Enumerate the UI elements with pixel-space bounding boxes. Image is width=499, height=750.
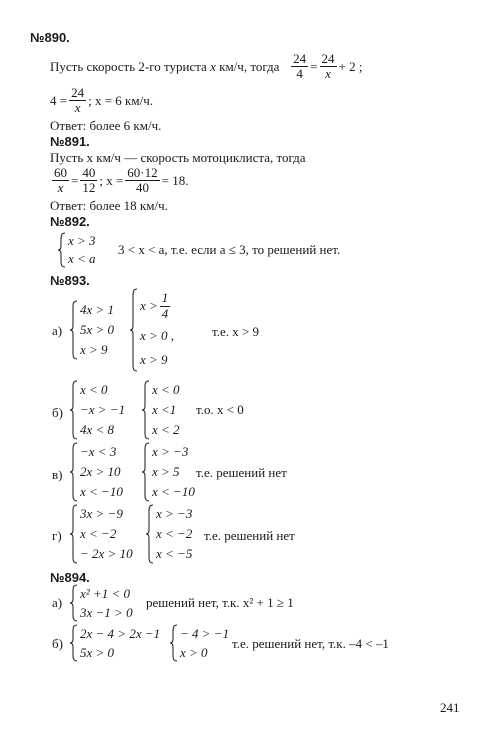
brace-icon <box>170 624 178 662</box>
p891-f2: $\frac{40}{12}$ <box>82 165 96 196</box>
p892-ineq-1: x > 3 <box>68 233 96 249</box>
p891-f3: $\frac{60\cdot 12}{40}$ <box>127 165 158 196</box>
p892-text: 3 < x < a, т.е. если a ≤ 3, то решений нет. <box>118 242 341 257</box>
p891-f1: $\frac{60}{x}$ <box>54 165 67 196</box>
p893-v-text: т.е. решений нет <box>196 465 287 480</box>
brace-icon <box>70 300 78 360</box>
p892-system <box>58 232 96 268</box>
p893-a-system1: 4x > 1 5x > 0 x > 9 <box>70 300 114 360</box>
problem-891-answer: Ответ: более 18 км/ч. <box>50 198 168 213</box>
problem-890-line1 <box>50 52 362 82</box>
p890-frac2: $\frac{24}{x}$ <box>321 51 335 82</box>
p890-frac1: $\frac{24}{4}$ <box>293 51 307 82</box>
p891-mid: ; x = <box>99 172 124 188</box>
problem-891-line2: $\frac{60}{x}$ = $\frac{40}{12}$ ; x = $\frac{60\cdot 12}{40}$ = 18. <box>54 165 189 196</box>
p893-v-system2: x > −3 x > 5 x < −10 <box>142 442 195 502</box>
problem-891-line1: Пусть x км/ч — скорость мотоциклиста, тогда <box>50 150 306 165</box>
p893-g-label: г) <box>52 528 62 543</box>
brace-icon <box>142 380 150 440</box>
p890-l2-frac: $\frac{24}{x}$ <box>71 85 85 116</box>
problem-894-title: №894. <box>50 570 90 585</box>
brace-icon <box>70 504 78 564</box>
p894-a-text: решений нет, т.к. x² + 1 ≥ 1 <box>146 595 294 610</box>
p890-eq: = <box>310 58 318 74</box>
p893-v-system1: −x < 3 2x > 10 x < −10 <box>70 442 123 502</box>
problem-890-title: №890. <box>30 30 70 45</box>
p893-v-label: в) <box>52 467 63 482</box>
p893-a-label: а) <box>52 323 63 338</box>
p893-b-system2: x < 0 x <1 x < 2 <box>142 380 180 440</box>
brace-icon <box>70 380 78 440</box>
p894-b-system1: 2x − 4 > 2x −1 5x > 0 <box>70 624 160 662</box>
p890-l2-lhs: 4 = <box>50 92 68 108</box>
p892-ineq-2: x < a <box>68 251 96 267</box>
p894-b-text: т.е. решений нет, т.к. –4 < –1 <box>232 636 389 651</box>
brace-icon <box>70 442 78 502</box>
brace-icon <box>58 232 66 268</box>
p890-l2-rest: ; x = 6 км/ч. <box>88 92 153 108</box>
p894-a-system: x² +1 < 0 3x −1 > 0 <box>70 584 133 622</box>
p893-b-system1: x < 0 −x > −1 4x < 8 <box>70 380 125 440</box>
p894-b-system2: − 4 > −1 x > 0 <box>170 624 229 662</box>
p893-b-text: т.о. x < 0 <box>196 402 244 417</box>
p893-g-system1: 3x > −9 x < −2 − 2x > 10 <box>70 504 133 564</box>
brace-icon <box>142 442 150 502</box>
problem-890-line2 <box>50 86 153 116</box>
p891-res: = 18. <box>161 172 189 188</box>
problem-891-title: №891. <box>50 134 90 149</box>
page-number: 241 <box>440 700 460 715</box>
brace-icon <box>130 288 138 372</box>
problem-890-answer: Ответ: более 6 км/ч. <box>50 118 162 133</box>
p890-text: Пусть скорость 2-го туриста <box>50 58 207 74</box>
p893-b-label: б) <box>52 405 63 420</box>
p894-a-label: а) <box>52 595 63 610</box>
p893-g-system2: x > −3 x < −2 x < −5 <box>146 504 192 564</box>
p894-b-label: б) <box>52 636 63 651</box>
brace-icon <box>70 584 78 622</box>
p890-var: x <box>210 58 216 74</box>
p890-unit: км/ч, тогда <box>219 58 280 74</box>
p893-a-system2: x > $\frac{1}{4}$ x > 0 , x > 9 <box>130 288 174 372</box>
p893-g-text: т.е. решений нет <box>204 528 295 543</box>
problem-893-title: №893. <box>50 273 90 288</box>
problem-892-title: №892. <box>50 214 90 229</box>
p893-a-text: т.е. x > 9 <box>212 324 260 339</box>
brace-icon <box>70 624 78 662</box>
p890-plus: + 2 ; <box>338 58 363 74</box>
brace-icon <box>146 504 154 564</box>
